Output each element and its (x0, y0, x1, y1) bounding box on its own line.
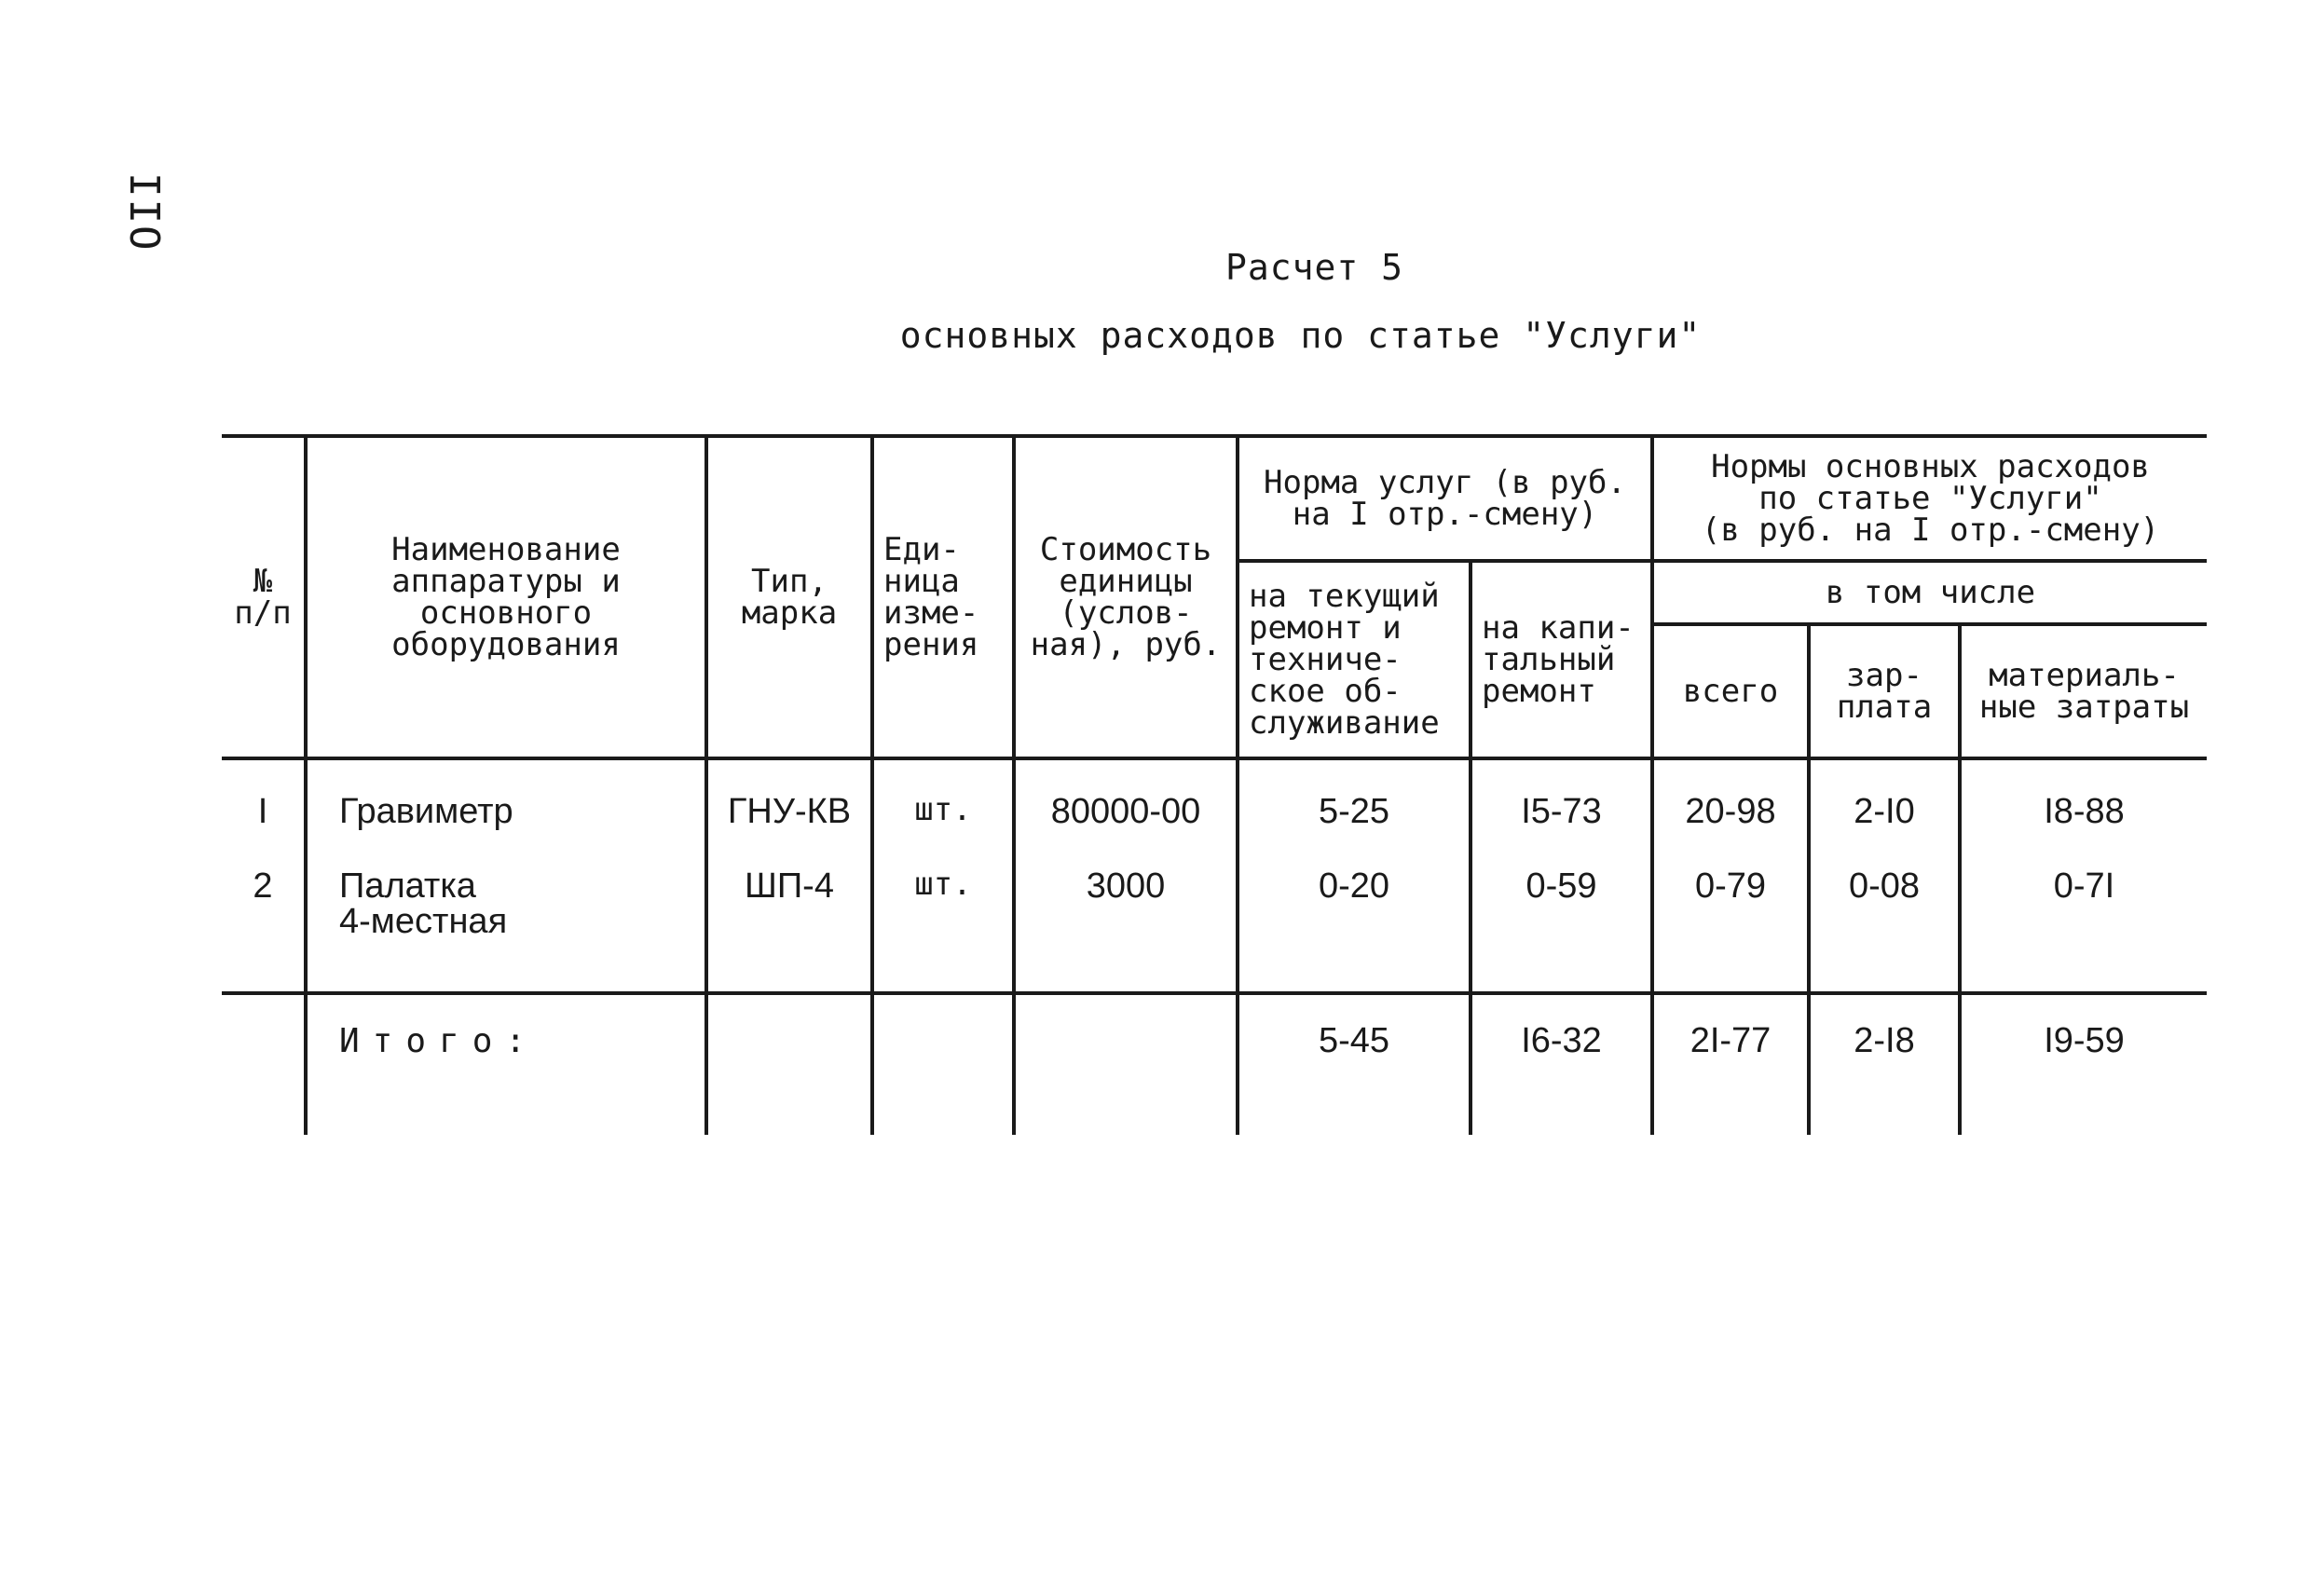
cell-materials: I8-88 (1960, 758, 2207, 829)
header-current-repair: на текущий ремонт и техниче- ское об- служивание (1238, 561, 1471, 758)
totals-row (222, 993, 2207, 1135)
header-materials: материаль- ные затраты (1960, 624, 2207, 758)
cell-cost: 80000-00 (1014, 758, 1238, 829)
header-norms-main: Нормы основных расходов по статье "Услуги" (в руб. на I отр.-смену) (1652, 436, 2207, 561)
page-number: IIO (120, 172, 168, 252)
expense-table (222, 434, 2207, 1135)
cell-name: Палатка 4-местная (306, 829, 706, 993)
cell-num: I (222, 758, 306, 829)
cell-salary: 2-I0 (1809, 758, 1960, 829)
cell-type: ШП-4 (706, 829, 872, 993)
cell-num-empty (222, 993, 306, 1135)
header-salary: зар- плата (1809, 624, 1960, 758)
totals-materials: I9-59 (1960, 993, 2207, 1135)
header-norm-services: Норма услуг (в руб. на I отр.-смену) (1238, 436, 1652, 561)
header-name: Наименование аппаратуры и основного оборудования (306, 436, 706, 758)
cell-current-repair: 0-20 (1238, 829, 1471, 993)
table-body (222, 758, 2207, 1135)
table-row (222, 758, 2207, 829)
table-row (222, 829, 2207, 993)
cell-cost-empty (1014, 993, 1238, 1135)
header-including: в том числе (1652, 561, 2207, 624)
header-unit: Еди- ница изме- рения (872, 436, 1014, 758)
table-header (222, 436, 2207, 758)
totals-label: Итого: (306, 993, 706, 1135)
totals-current-repair: 5-45 (1238, 993, 1471, 1135)
cell-salary: 0-08 (1809, 829, 1960, 993)
cell-type-empty (706, 993, 872, 1135)
cell-unit-empty (872, 993, 1014, 1135)
cell-total: 0-79 (1652, 829, 1809, 993)
header-total: всего (1652, 624, 1809, 758)
cell-cost: 3000 (1014, 829, 1238, 993)
cell-name: Гравиметр (306, 758, 706, 829)
document-subtitle: основных расходов по статье "Услуги" (899, 315, 1702, 356)
cell-num: 2 (222, 829, 306, 993)
cell-total: 20-98 (1652, 758, 1809, 829)
header-capital-repair: на капи- тальный ремонт (1471, 561, 1652, 758)
document-title: Расчет 5 (1224, 247, 1404, 288)
cell-capital-repair: 0-59 (1471, 829, 1652, 993)
header-cost: Стоимость единицы (услов- ная), руб. (1014, 436, 1238, 758)
expense-table-container (222, 434, 2207, 1135)
cell-unit: шт. (872, 829, 1014, 993)
cell-unit: шт. (872, 758, 1014, 829)
header-type: Тип, марка (706, 436, 872, 758)
cell-type: ГНУ-КВ (706, 758, 872, 829)
cell-capital-repair: I5-73 (1471, 758, 1652, 829)
totals-capital-repair: I6-32 (1471, 993, 1652, 1135)
cell-current-repair: 5-25 (1238, 758, 1471, 829)
totals-total: 2I-77 (1652, 993, 1809, 1135)
header-num: № п/п (222, 436, 306, 758)
totals-salary: 2-I8 (1809, 993, 1960, 1135)
cell-materials: 0-7I (1960, 829, 2207, 993)
